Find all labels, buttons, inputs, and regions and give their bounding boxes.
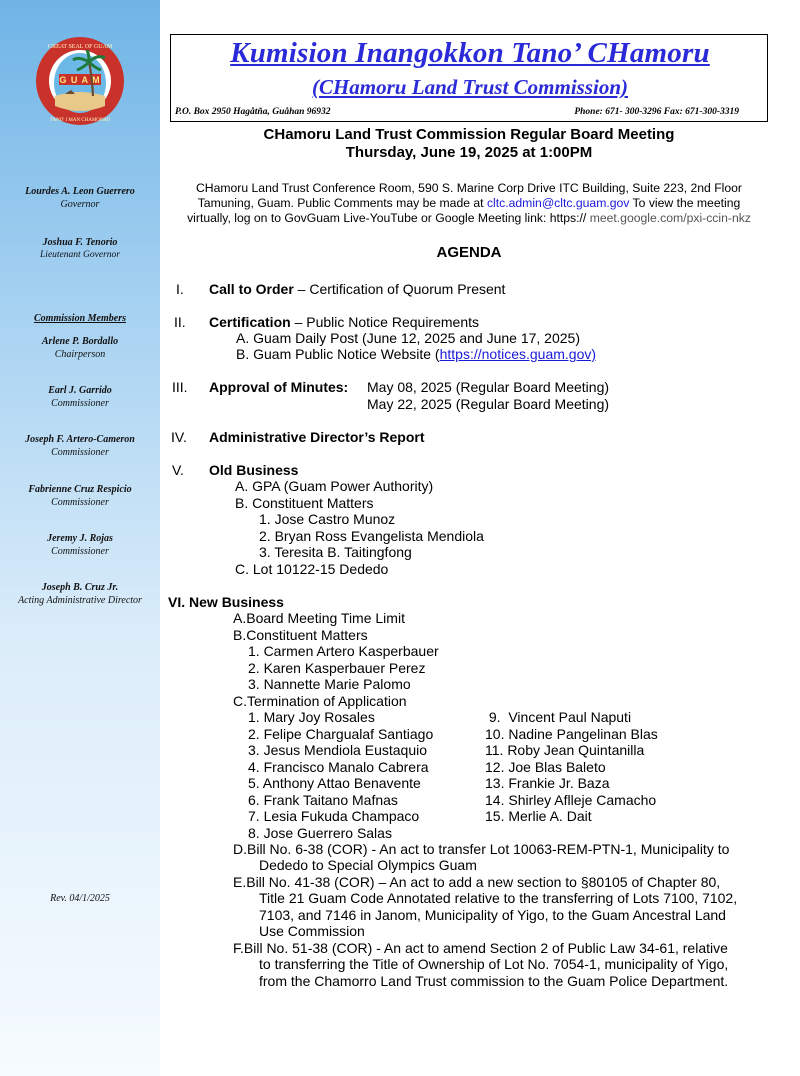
- member-block: Jeremy J. Rojas Commissioner: [47, 533, 113, 557]
- email-link[interactable]: cltc.admin@cltc.guam.gov: [486, 196, 630, 210]
- agenda-subitem: 2. Bryan Ross Evangelista Mendiola: [259, 528, 484, 544]
- agenda-item: A. GPA (Guam Power Authority): [235, 478, 434, 494]
- commission-subtitle: (CHamoru Land Trust Commission): [311, 75, 629, 99]
- section-number: I.: [176, 281, 184, 297]
- member-block: Arlene P. Bordallo Chairperson: [41, 336, 119, 360]
- agenda-subitem: 1. Jose Castro Munoz: [259, 511, 396, 527]
- guam-seal-logo: [35, 36, 125, 126]
- termination-name: 1. Mary Joy Rosales: [248, 709, 375, 725]
- lt-governor-block: [0, 236, 160, 262]
- meeting-date: Thursday, June 19, 2025 at 1:00PM: [345, 144, 593, 161]
- termination-name: 6. Frank Taitano Mafnas: [248, 792, 398, 808]
- meeting-location: CHamoru Land Trust Conference Room, 590 S. Marine Corp Drive ITC Building, Suite 223, 2nd Floor Tamuning, Guam. Public Comments may be made at cltc.admin@cltc.guam.gov To view the meeting virtually, log on to GovGuam Live-YouTube or Google Meeting link: https:// meet.google.com/pxi-ccin-nkz: [187, 181, 751, 225]
- agenda-item: C.Termination of Application: [233, 693, 407, 709]
- agenda-subitem: 3. Nannette Marie Palomo: [248, 676, 411, 692]
- governor-title: Governor: [60, 199, 100, 210]
- phone-fax: Phone: 671- 300-3296 Fax: 671-300-3319: [574, 107, 739, 117]
- member-block: Fabrienne Cruz Respicio Commissioner: [28, 484, 132, 508]
- governor-name: Lourdes A. Leon Guerrero: [25, 186, 135, 197]
- section-number: III.: [172, 379, 188, 395]
- termination-name: 9. Vincent Paul Naputi: [485, 709, 632, 725]
- termination-name: 10. Nadine Pangelinan Blas: [485, 726, 658, 742]
- bill-item: F.Bill No. 51-38 (COR) - An act to amend Section 2 of Public Law 34-61, relative: [233, 940, 728, 956]
- termination-name: 15. Merlie A. Dait: [485, 808, 592, 824]
- agenda-subitem: 1. Carmen Artero Kasperbauer: [248, 643, 439, 659]
- agenda-item: B.Constituent Matters: [233, 627, 368, 643]
- meeting-title: CHamoru Land Trust Commission Regular Board Meeting: [263, 126, 675, 143]
- commission-title: Kumision Inangokkon Tano’ CHamoru: [230, 37, 710, 69]
- agenda-item: B. Guam Public Notice Website (https://notices.guam.gov): [236, 346, 597, 362]
- section-certification: Certification – Public Notice Requirements: [209, 314, 479, 330]
- bill-item: Dededo to Special Olympics Guam: [259, 857, 477, 873]
- letterhead: [170, 34, 768, 122]
- termination-name: 5. Anthony Attao Benavente: [248, 775, 421, 791]
- bill-item: E.Bill No. 41-38 (COR) – An act to add a new section to §80105 of Chapter 80,: [233, 874, 721, 890]
- bill-item: Use Commission: [259, 923, 365, 939]
- bill-item: from the Chamorro Land Trust commission to the Guam Police Department.: [259, 973, 729, 989]
- termination-name: 11. Roby Jean Quintanilla: [485, 742, 645, 758]
- bill-item: to transferring the Title of Ownership of Lot No. 7054-1, municipality of Yigo,: [259, 956, 729, 972]
- agenda-item: B. Constituent Matters: [235, 495, 374, 511]
- lt-governor-title: Lieutenant Governor: [40, 250, 120, 260]
- termination-name: 7. Lesia Fukuda Champaco: [248, 808, 420, 824]
- termination-name: 13. Frankie Jr. Baza: [485, 775, 610, 791]
- member-block: Earl J. Garrido Commissioner: [48, 385, 112, 409]
- section-new-business: VI. New Business: [168, 594, 284, 610]
- notices-link[interactable]: https://notices.guam.gov): [439, 346, 597, 362]
- agenda-item: A. Guam Daily Post (June 12, 2025 and June 17, 2025): [236, 330, 580, 346]
- governor-block: [0, 185, 160, 211]
- meet-link[interactable]: meet.google.com/pxi-ccin-nkz: [589, 211, 751, 225]
- sidebar: [0, 0, 160, 1076]
- minutes-item: May 08, 2025 (Regular Board Meeting): [367, 379, 610, 395]
- svg-text:GREAT SEAL OF GUAM: GREAT SEAL OF GUAM: [47, 44, 113, 50]
- agenda-item: C. Lot 10122-15 Dededo: [235, 561, 389, 577]
- bill-item: D.Bill No. 6-38 (COR) - An act to transfer Lot 10063-REM-PTN-1, Municipality to: [233, 841, 730, 857]
- section-number: IV.: [171, 429, 187, 445]
- agenda-subitem: 3. Teresita B. Taitingfong: [259, 544, 412, 560]
- minutes-item: May 22, 2025 (Regular Board Meeting): [367, 396, 610, 412]
- section-approval-of-minutes: Approval of Minutes:: [209, 379, 349, 395]
- termination-name: 3. Jesus Mendiola Eustaquio: [248, 742, 427, 758]
- commission-members-heading: Commission Members: [34, 313, 126, 324]
- member-block: Joseph B. Cruz Jr. Acting Administrative Director: [18, 582, 142, 606]
- termination-name: 2. Felipe Chargualaf Santiago: [248, 726, 434, 742]
- termination-name: 4. Francisco Manalo Cabrera: [248, 759, 429, 775]
- revision-note: Rev. 04/1/2025: [50, 893, 110, 904]
- svg-text:G U A M: G U A M: [59, 75, 101, 85]
- svg-text:TANO' I MAN CHAMORRO: TANO' I MAN CHAMORRO: [49, 118, 111, 123]
- bill-item: Title 21 Guam Code Annotated relative to the transferring of Lots 7100, 7102,: [259, 890, 738, 906]
- agenda-item: A.Board Meeting Time Limit: [233, 610, 405, 626]
- agenda-subitem: 2. Karen Kasperbauer Perez: [248, 660, 426, 676]
- agenda-heading: AGENDA: [436, 244, 502, 261]
- member-block: Joseph F. Artero-Cameron Commissioner: [25, 434, 135, 458]
- section-number: II.: [174, 314, 186, 330]
- bill-item: 7103, and 7146 in Janom, Municipality of Yigo, to the Guam Ancestral Land: [259, 907, 726, 923]
- section-directors-report: Administrative Director’s Report: [209, 429, 425, 445]
- mailing-address: P.O. Box 2950 Hagåtña, Guåhan 96932: [175, 107, 331, 117]
- lt-governor-name: Joshua F. Tenorio: [42, 237, 118, 248]
- section-old-business: Old Business: [209, 462, 299, 478]
- section-call-to-order: Call to Order – Certification of Quorum Present: [209, 281, 506, 297]
- termination-name: 14. Shirley Aflleje Camacho: [485, 792, 657, 808]
- termination-name: 8. Jose Guerrero Salas: [248, 825, 392, 841]
- section-number: V.: [172, 462, 184, 478]
- termination-name: 12. Joe Blas Baleto: [485, 759, 606, 775]
